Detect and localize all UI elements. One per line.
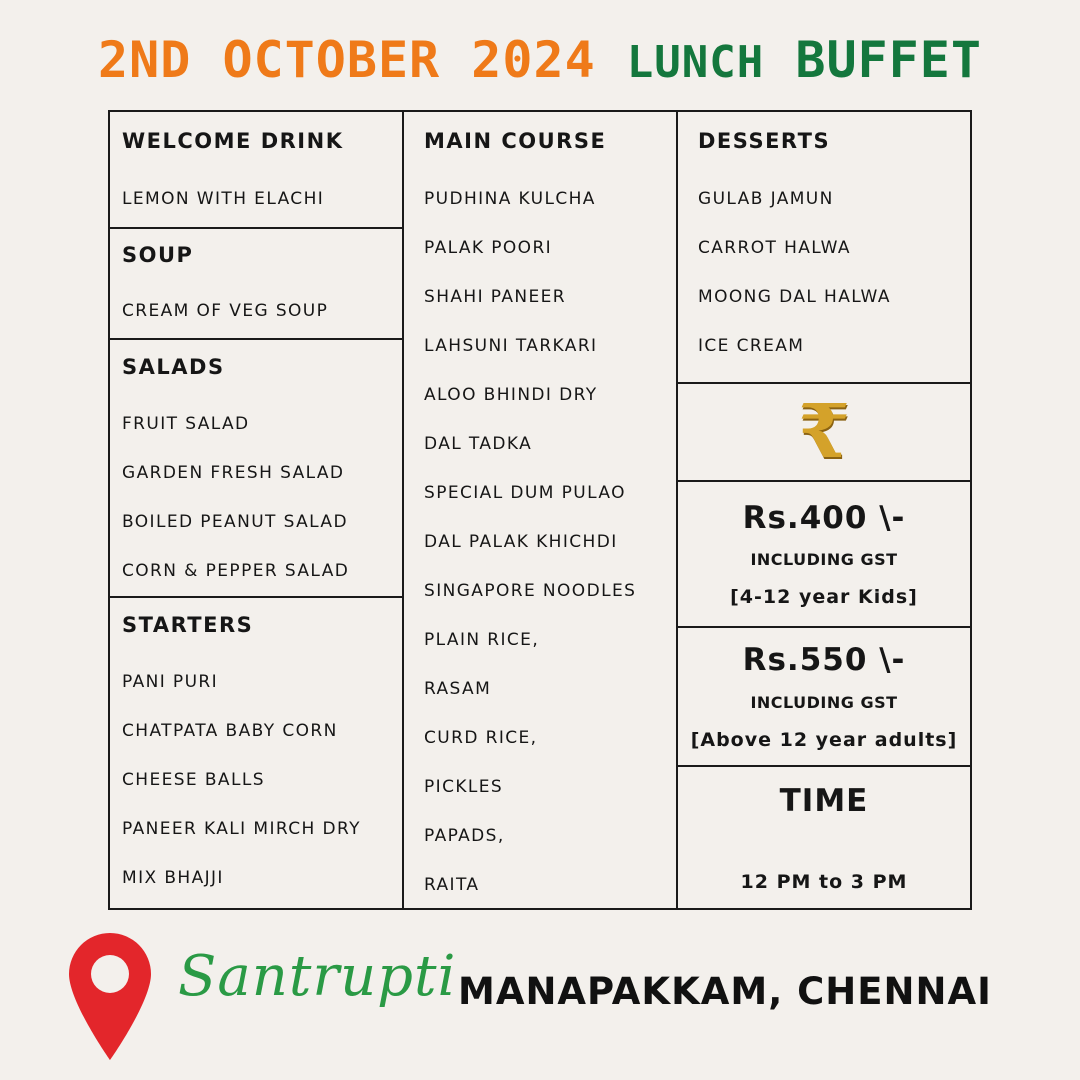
menu-item: SHAHI PANEER (424, 287, 567, 307)
location-pin-icon (65, 930, 155, 1066)
brand-logo: Santrupti (178, 944, 457, 1009)
page-title (0, 30, 1080, 93)
menu-item: CHEESE BALLS (122, 770, 265, 790)
menu-column-right (678, 112, 970, 908)
menu-item: PICKLES (424, 777, 504, 797)
menu-item: PANI PURI (122, 672, 219, 692)
menu-item: ICE CREAM (698, 336, 805, 356)
title-date: 2ND OCTOBER 2024 (98, 31, 596, 89)
price-kids-note: [4-12 year Kids] (730, 586, 918, 608)
menu-item: PALAK POORI (424, 238, 553, 258)
time-value: 12 PM to 3 PM (740, 871, 908, 893)
menu-item: RAITA (424, 875, 480, 895)
price-kids-amount: Rs.400 \- (742, 500, 906, 536)
starters-heading: STARTERS (122, 613, 254, 637)
salads-heading: SALADS (122, 355, 225, 379)
menu-item: ALOO BHINDI DRY (424, 385, 598, 405)
desserts-section (678, 112, 970, 382)
welcome-drink-section (110, 112, 402, 227)
title-lunch: LUNCH (626, 37, 765, 88)
menu-item: LAHSUNI TARKARI (424, 336, 598, 356)
menu-item: CORN & PEPPER SALAD (122, 561, 350, 581)
rupee-section (678, 382, 970, 480)
menu-column-middle (404, 112, 678, 908)
menu-item: SINGAPORE NOODLES (424, 581, 637, 601)
menu-item: BOILED PEANUT SALAD (122, 512, 348, 532)
menu-item: SPECIAL DUM PULAO (424, 483, 626, 503)
main-course-heading: MAIN COURSE (424, 129, 607, 153)
main-course-section (404, 112, 676, 908)
salads-section (110, 338, 402, 596)
menu-item: PAPADS, (424, 826, 505, 846)
menu-item: PANEER KALI MIRCH DRY (122, 819, 361, 839)
price-adults-amount: Rs.550 \- (742, 642, 906, 678)
price-kids-section (678, 480, 970, 626)
menu-item: MIX BHAJJI (122, 868, 224, 888)
soup-heading: SOUP (122, 243, 194, 267)
menu-item: PLAIN RICE, (424, 630, 540, 650)
title-buffet: BUFFET (795, 31, 982, 89)
price-kids-gst: INCLUDING GST (750, 550, 898, 569)
menu-item: CHATPATA BABY CORN (122, 721, 338, 741)
time-section (678, 765, 970, 908)
menu-table (108, 110, 972, 910)
time-heading: TIME (779, 783, 869, 819)
welcome-drink-heading: WELCOME DRINK (122, 129, 344, 153)
menu-item: MOONG DAL HALWA (698, 287, 891, 307)
menu-item: LEMON WITH ELACHI (122, 189, 325, 209)
menu-item: GULAB JAMUN (698, 189, 834, 209)
menu-item: DAL PALAK KHICHDI (424, 532, 618, 552)
menu-item: CREAM OF VEG SOUP (122, 301, 329, 321)
menu-item: FRUIT SALAD (122, 414, 250, 434)
menu-item: DAL TADKA (424, 434, 533, 454)
price-adults-gst: INCLUDING GST (750, 693, 898, 712)
desserts-heading: DESSERTS (698, 129, 831, 153)
menu-item: RASAM (424, 679, 492, 699)
menu-item: CARROT HALWA (698, 238, 851, 258)
soup-section (110, 227, 402, 338)
price-adults-section (678, 626, 970, 765)
location-text: MANAPAKKAM, CHENNAI (458, 970, 992, 1013)
rupee-icon: ₹ (798, 389, 850, 475)
menu-item: CURD RICE, (424, 728, 538, 748)
starters-section (110, 596, 402, 908)
menu-item: GARDEN FRESH SALAD (122, 463, 345, 483)
menu-item: PUDHINA KULCHA (424, 189, 596, 209)
menu-column-left (110, 112, 404, 908)
price-adults-note: [Above 12 year adults] (690, 729, 958, 751)
